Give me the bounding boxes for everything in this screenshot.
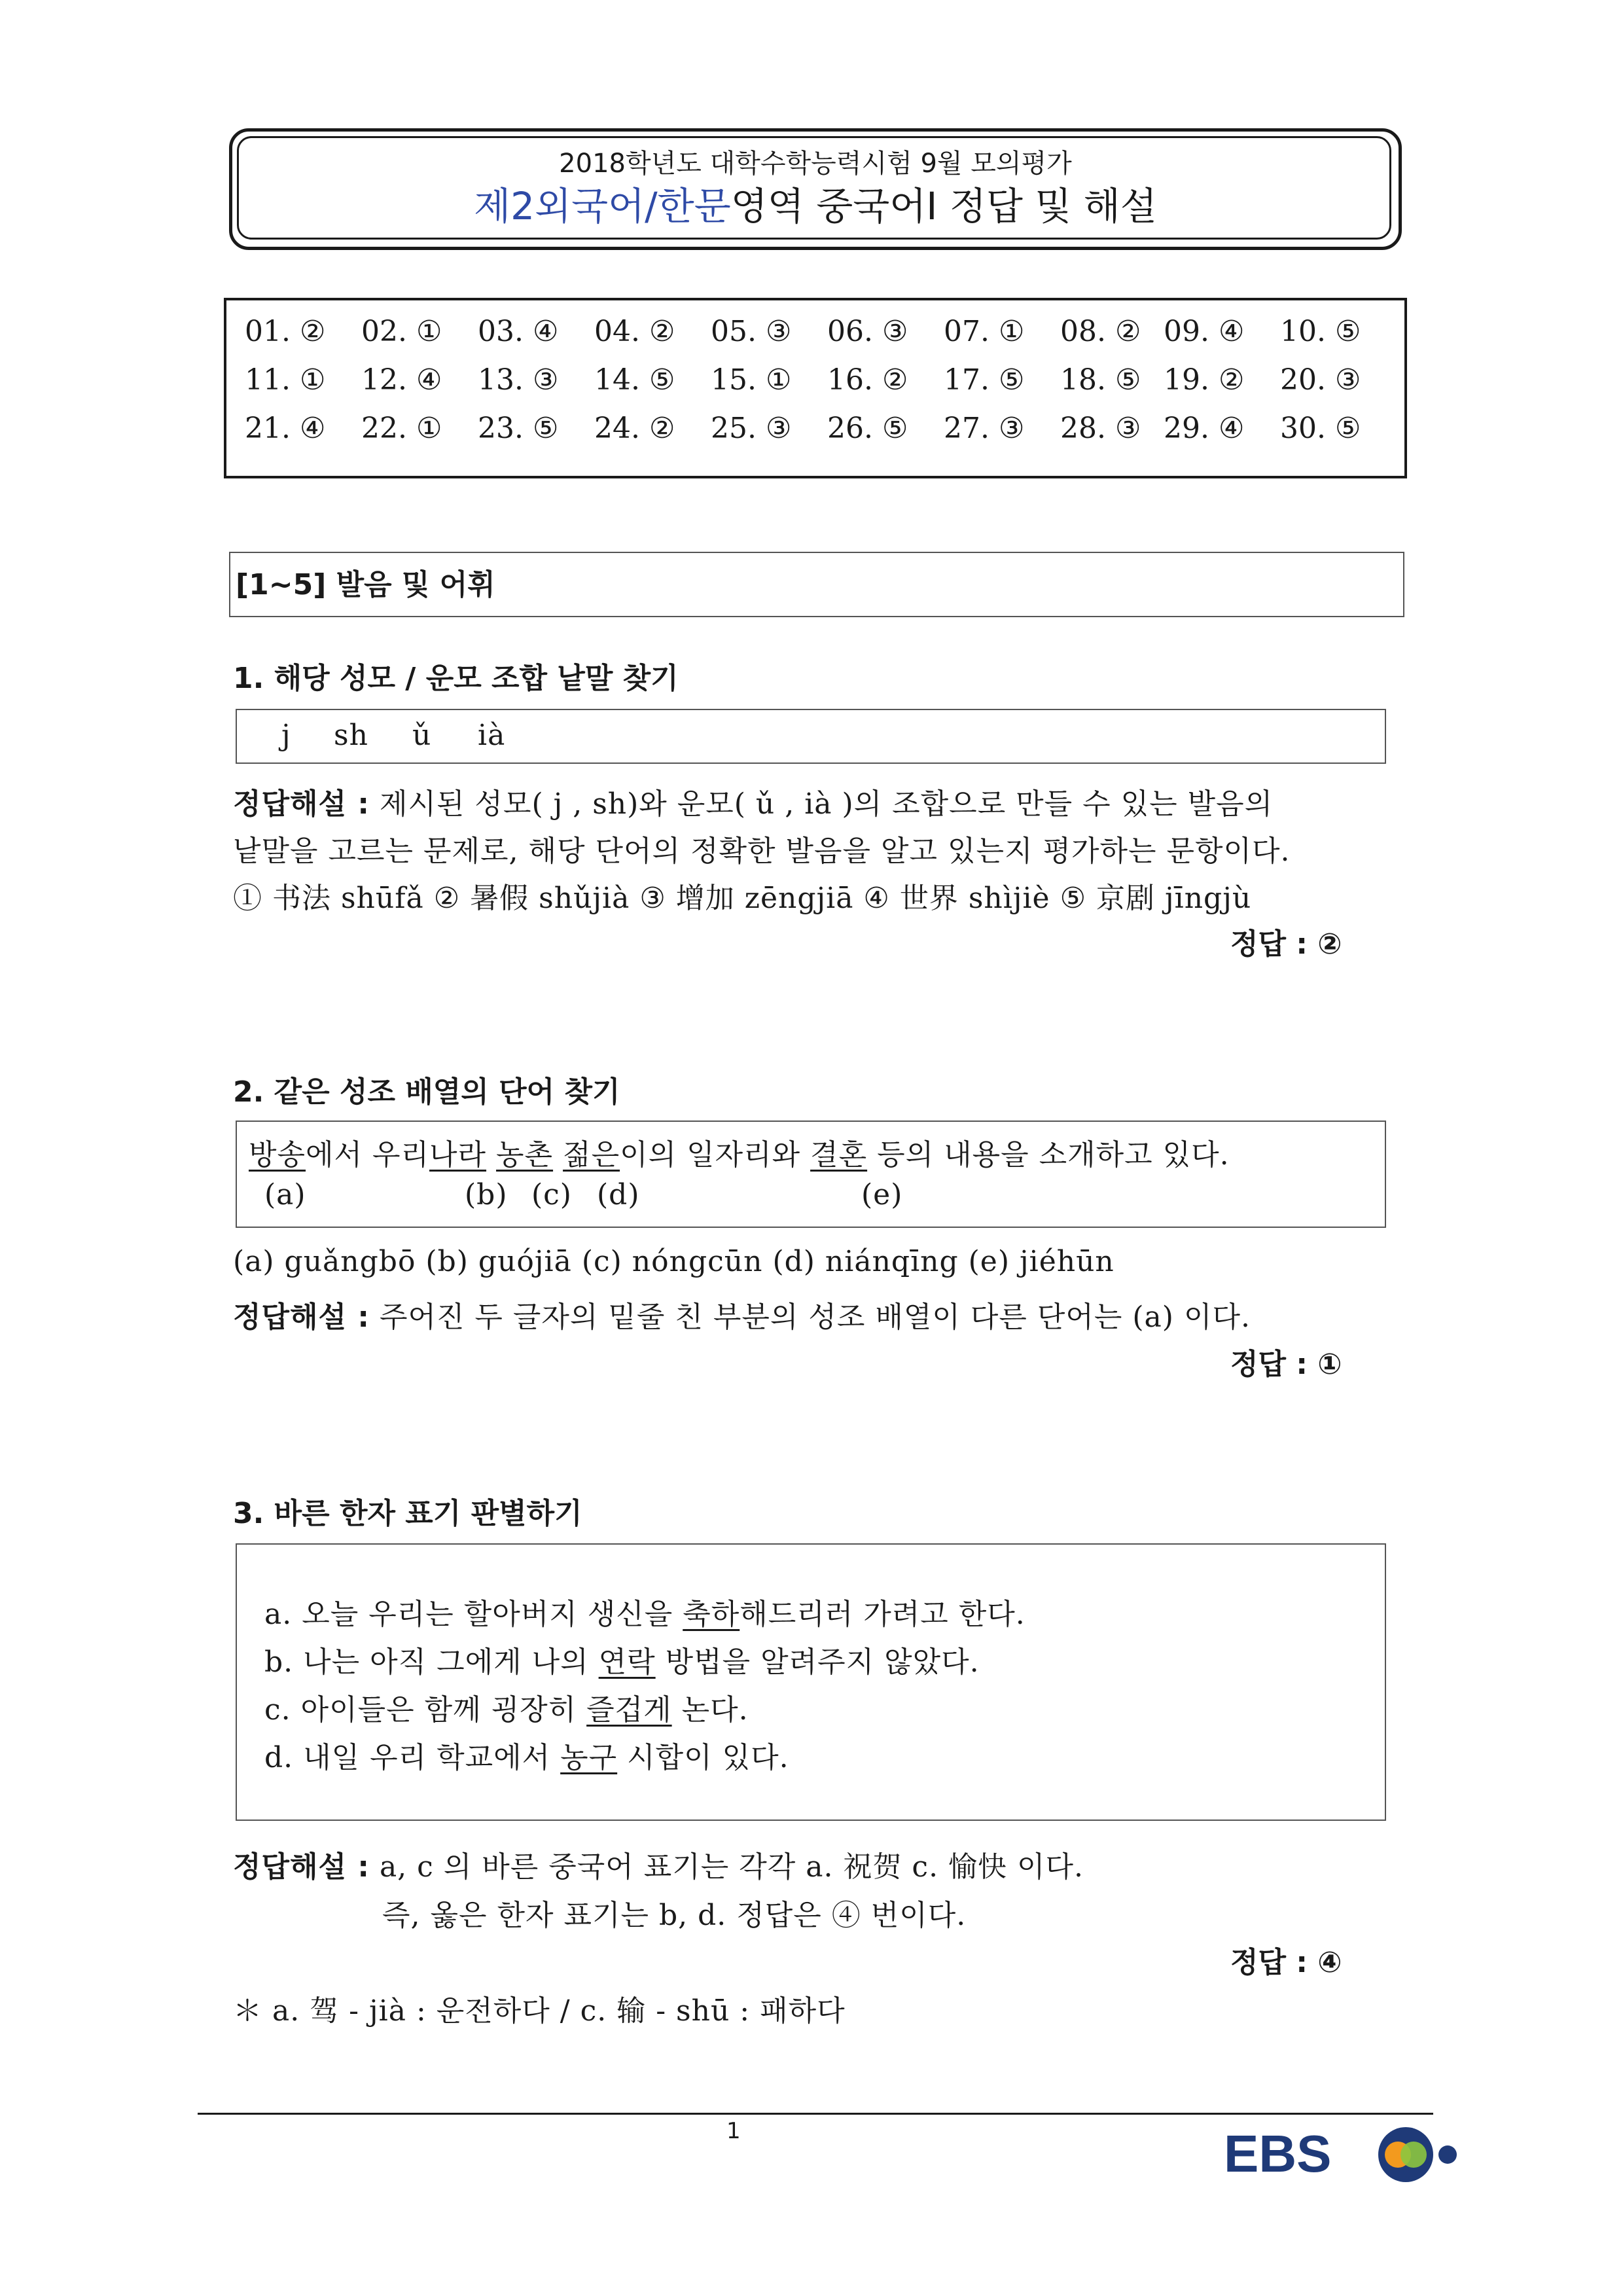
q3-item-text: d. 내일 우리 학교에서 <box>264 1741 561 1774</box>
q3-item-text: b. 나는 아직 그에게 나의 <box>264 1645 599 1679</box>
q2-sentence <box>249 1131 1230 1173</box>
q3-explain-line1 <box>233 1843 1084 1885</box>
answer-cell: 28. ③ <box>1060 412 1141 445</box>
q3-item-b <box>264 1638 980 1680</box>
q1-explain-label: 정답해설 : <box>233 787 370 821</box>
q2-text: 이의 일자리와 <box>620 1138 811 1172</box>
q2-title: 2. 같은 성조 배열의 단어 찾기 <box>233 1075 620 1109</box>
q2-explain-label: 정답해설 : <box>233 1300 370 1334</box>
answer-cell: 01. ② <box>245 315 326 348</box>
q1-box-item-final-ia: ià <box>478 719 506 752</box>
answer-cell: 29. ④ <box>1164 412 1245 445</box>
answer-cell: 07. ① <box>944 315 1025 348</box>
q2-text <box>553 1138 563 1172</box>
q3-explain-label: 정답해설 : <box>233 1850 370 1884</box>
q3-item-text: a. 오늘 우리는 할아버지 생신을 <box>264 1598 683 1631</box>
q1-box-item-initial-j: j <box>281 719 291 752</box>
q3-item-a <box>264 1590 1026 1632</box>
answer-cell: 30. ⑤ <box>1280 412 1361 445</box>
q1-explain-text1: 제시된 성모( j , sh)와 운모( ǔ , ià )의 조합으로 만들 수 있는 발음의 <box>379 787 1274 821</box>
answer-cell: 25. ③ <box>711 412 792 445</box>
q3-item-c <box>264 1686 749 1728</box>
answer-cell: 13. ③ <box>478 363 559 397</box>
q2-label-b: (b) <box>465 1178 508 1211</box>
answer-cell: 27. ③ <box>944 412 1025 445</box>
answer-cell: 20. ③ <box>1280 363 1361 397</box>
q3-item-d <box>264 1734 789 1776</box>
header-title-rest: 영역 중국어Ⅰ 정답 및 해설 <box>730 184 1157 228</box>
q2-label-d: (d) <box>597 1178 640 1211</box>
answer-cell: 11. ① <box>245 363 326 397</box>
footer-rule <box>198 2113 1433 2115</box>
q2-word-e: 결혼 <box>810 1138 868 1172</box>
q1-box-item-final-u: ǔ <box>412 719 432 752</box>
q1-box <box>236 709 1386 764</box>
q2-label-e: (e) <box>861 1178 903 1211</box>
q1-box-item-initial-sh: sh <box>334 719 368 752</box>
answer-cell: 21. ④ <box>245 412 326 445</box>
answer-cell: 15. ① <box>711 363 792 397</box>
q3-item-text: 해드리러 가려고 한다. <box>740 1598 1026 1631</box>
answer-cell: 03. ④ <box>478 315 559 348</box>
ebs-logo-text: EBS <box>1224 2125 1332 2183</box>
q3-explain-line2: 즉, 옳은 한자 표기는 b, d. 정답은 ④ 번이다. <box>382 1899 967 1932</box>
header-title <box>229 175 1402 230</box>
answer-cell: 14. ⑤ <box>594 363 675 397</box>
q2-label-a: (a) <box>264 1178 306 1211</box>
q3-item-text: 논다. <box>671 1693 749 1727</box>
q3-item-underlined: 축하 <box>683 1598 740 1631</box>
section-label: [1~5] 발음 및 어휘 <box>236 568 495 601</box>
q3-item-underlined: 즐겁게 <box>586 1693 672 1727</box>
q3-answer: 정답 : ④ <box>1230 1946 1342 1979</box>
answer-cell: 23. ⑤ <box>478 412 559 445</box>
q1-explain-line1 <box>233 780 1273 822</box>
q2-text: 에서 우리 <box>306 1138 430 1172</box>
q2-answer: 정답 : ① <box>1230 1348 1342 1381</box>
answer-cell: 09. ④ <box>1164 315 1245 348</box>
q2-word-b: 나라 <box>429 1138 487 1172</box>
q1-explain-line2: 낱말을 고르는 문제로, 해당 단어의 정확한 발음을 알고 있는지 평가하는 문항이다. <box>233 834 1291 868</box>
answer-cell: 17. ⑤ <box>944 363 1025 397</box>
q3-item-text: c. 아이들은 함께 굉장히 <box>264 1693 587 1727</box>
answer-cell: 18. ⑤ <box>1060 363 1141 397</box>
q3-item-underlined: 연락 <box>598 1645 656 1679</box>
q2-pinyin: (a) guǎngbō (b) guójiā (c) nóngcūn (d) niánqīng (e) jiéhūn <box>233 1245 1115 1278</box>
answer-cell: 02. ① <box>361 315 442 348</box>
q1-options: ① 书法 shūfǎ ② 暑假 shǔjià ③ 增加 zēngjiā ④ 世界 shìjiè ⑤ 京剧 jīngjù <box>233 882 1252 915</box>
q2-explain-text: 주어진 두 글자의 밑줄 친 부분의 성조 배열이 다른 단어는 (a) 이다. <box>379 1300 1251 1334</box>
answer-cell: 06. ③ <box>827 315 908 348</box>
answer-cell: 19. ② <box>1164 363 1245 397</box>
q1-answer: 정답 : ② <box>1230 927 1342 961</box>
header-subtitle: 2018학년도 대학수학능력시험 9월 모의평가 <box>559 149 1072 179</box>
answer-cell: 10. ⑤ <box>1280 315 1361 348</box>
q3-explain-text1: a, c 의 바른 중국어 표기는 각각 a. 祝贺 c. 愉快 이다. <box>379 1850 1084 1884</box>
header-title-subject: 제2외국어/한문 <box>474 184 731 228</box>
answer-cell: 16. ② <box>827 363 908 397</box>
q2-word-c: 농촌 <box>496 1138 554 1172</box>
q2-explain <box>233 1293 1251 1335</box>
ebs-logo <box>1224 2121 1459 2186</box>
q2-text <box>486 1138 496 1172</box>
answer-cell: 24. ② <box>594 412 675 445</box>
answer-cell: 08. ② <box>1060 315 1141 348</box>
answer-cell: 05. ③ <box>711 315 792 348</box>
q2-label-c: (c) <box>531 1178 572 1211</box>
q3-box <box>236 1543 1386 1821</box>
q3-title: 3. 바른 한자 표기 판별하기 <box>233 1497 582 1530</box>
answer-cell: 04. ② <box>594 315 675 348</box>
answer-key-box <box>224 298 1407 478</box>
page-number: 1 <box>726 2118 741 2144</box>
ebs-logo-dot-navy <box>1438 2145 1457 2164</box>
q2-word-a: 방송 <box>249 1138 306 1172</box>
answer-cell: 22. ① <box>361 412 442 445</box>
answer-cell: 12. ④ <box>361 363 442 397</box>
q3-item-underlined: 농구 <box>560 1741 618 1774</box>
q2-text: 등의 내용을 소개하고 있다. <box>867 1138 1230 1172</box>
q3-note: ＊ a. 驾 - jià : 운전하다 / c. 输 - shū : 패하다 <box>233 1994 846 2028</box>
q3-item-text: 시합이 있다. <box>617 1741 789 1774</box>
ebs-logo-dot-green <box>1400 2142 1427 2168</box>
answer-cell: 26. ⑤ <box>827 412 908 445</box>
q2-word-d: 젊은 <box>563 1138 620 1172</box>
q3-item-text: 방법을 알려주지 않았다. <box>655 1645 980 1679</box>
q1-title: 1. 해당 성모 / 운모 조합 낱말 찾기 <box>233 662 679 695</box>
